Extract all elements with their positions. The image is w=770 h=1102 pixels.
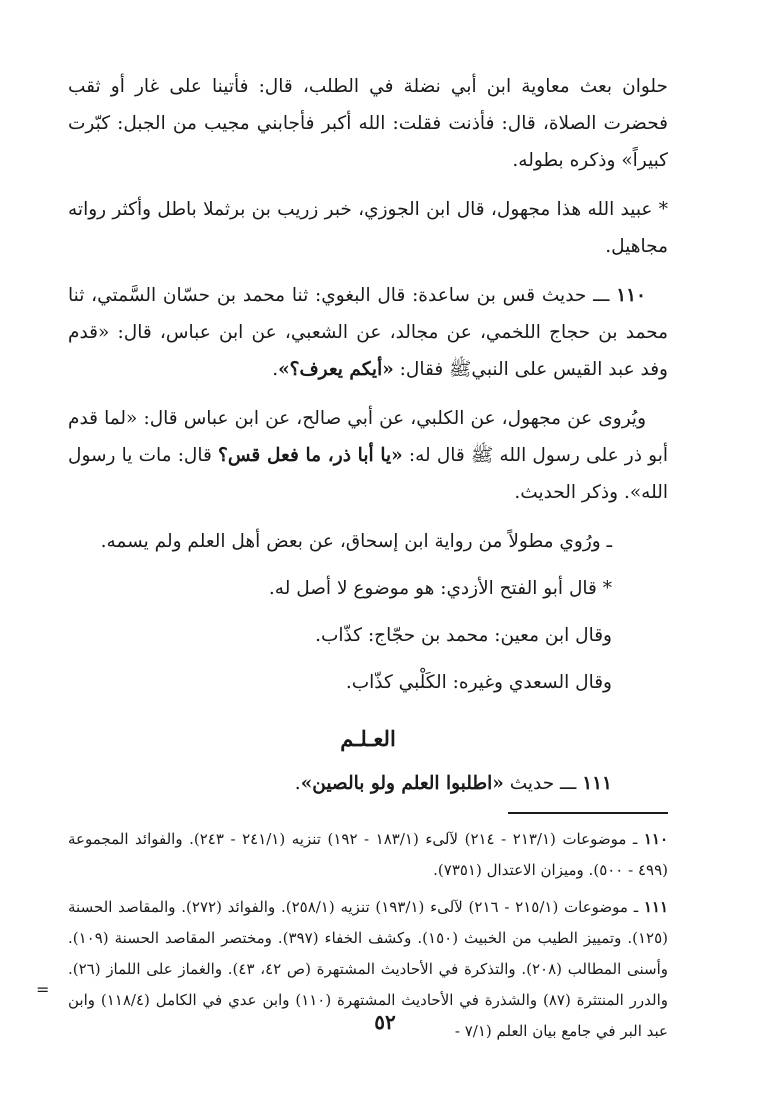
paragraph-1 bbox=[68, 68, 668, 179]
paragraph-7 bbox=[68, 617, 668, 654]
footnote-110 bbox=[68, 824, 668, 886]
paragraph-4-end: قال: مات يا رسول الله». وذكر الحديث. bbox=[68, 445, 668, 503]
paragraph-5-text: ـ ورُوي مطولاً من رواية ابن إسحاق، عن بعض أهل العلم ولم يسمه. bbox=[100, 531, 612, 552]
page-number: ٥٢ bbox=[374, 1010, 396, 1034]
hadith-111-quote: «اطلبوا العلم ولو بالصين» bbox=[300, 773, 504, 794]
paragraph-4-quote: «يا أبا ذر، ما فعل قس؟ bbox=[218, 445, 403, 466]
paragraph-6 bbox=[68, 570, 668, 607]
hadith-110-number: ١١٠ bbox=[616, 285, 646, 306]
footnote-111-text: ـ موضوعات (٢١٥/١ - ٢١٦) لآلىء (١٩٣/١) تنزيه (٢٥٨/١). والفوائد (٢٧٢). والمقاصد الحسنة (١٢٥). وتمييز الطيب من الخبيث (١٥٠). وكشف الخفاء (٣٩٧). ومختصر المقاصد الحسنة (١٠٩). وأسنى المطالب (٢٠٨). والتذكرة في الأحاديث المشتهرة (ص ٤٢، ٤٣). والغماز على اللماز (٢٦). والدرر المنتثرة (٨٧) والشذرة في الأحاديث المشتهرة (١١٠) وابن عدي في الكامل (١١٨/٤) وابن عبد البر في جامع بيان العلم (٧/١ - bbox=[68, 898, 669, 1040]
hadith-111-number: ١١١ bbox=[582, 773, 612, 794]
footnote-110-number: ١١٠ bbox=[643, 830, 669, 848]
section-heading: العـلـم bbox=[340, 726, 396, 751]
paragraph-5 bbox=[68, 523, 668, 560]
hadith-110 bbox=[68, 277, 668, 388]
paragraph-2-text: * عبيد الله هذا مجهول، قال ابن الجوزي، خبر زريب بن برثملا باطل وأكثر رواته مجاهيل. bbox=[68, 199, 668, 257]
hadith-111-text: ـــ حديث bbox=[503, 773, 583, 794]
footnote-111-number: ١١١ bbox=[643, 898, 669, 916]
paragraph-6-text: * قال أبو الفتح الأزدي: هو موضوع لا أصل له. bbox=[268, 578, 612, 599]
paragraph-4 bbox=[68, 400, 668, 511]
hadith-110-quote: «أيكم يعرف؟» bbox=[278, 359, 394, 380]
hadith-110-text: ـــ حديث قس بن ساعدة: قال البغوي: ثنا محمد بن حسّان السَّمتي، ثنا محمد بن حجاج اللخمي، عن مجالد، عن الشعبي، عن ابن عباس، قال: «قدم وفد عبد القيس على النبيﷺ فقال: bbox=[68, 285, 668, 380]
paragraph-7-text: وقال ابن معين: محمد بن حجّاج: كذّاب. bbox=[315, 625, 612, 646]
footnote-continue-mark: = bbox=[36, 980, 50, 999]
paragraph-1-text: حلوان بعث معاوية ابن أبي نضلة في الطلب، قال: فأتينا على غار أو ثقب فحضرت الصلاة، قال: فأذنت فقلت: الله أكبر فأجابني مجيب من الجبل: كبّرت كبيراً» وذكره بطوله. bbox=[68, 76, 668, 171]
hadith-111-end: . bbox=[294, 773, 301, 794]
paragraph-2 bbox=[68, 191, 668, 265]
hadith-110-end: . bbox=[272, 359, 279, 380]
footnote-divider bbox=[508, 812, 668, 814]
paragraph-4-text: ويُروى عن مجهول، عن الكلبي، عن أبي صالح، عن ابن عباس قال: «لما قدم أبو ذر على رسول الله ﷺ قال له: bbox=[68, 408, 668, 466]
page-body bbox=[68, 68, 668, 1053]
footnote-110-text: ـ موضوعات (٢١٣/١ - ٢١٤) لآلىء (١٨٣/١ - ١٩٢) تنزيه (٢٤١/١ - ٢٤٣). والفوائد المجموعة (٤٩٩ - ٥٠٠). وميزان الاعتدال (٧٣٥١). bbox=[68, 830, 668, 879]
hadith-111 bbox=[68, 765, 668, 802]
paragraph-8-text: وقال السعدي وغيره: الكَلْبي كذّاب. bbox=[345, 672, 612, 693]
paragraph-8 bbox=[68, 664, 668, 701]
